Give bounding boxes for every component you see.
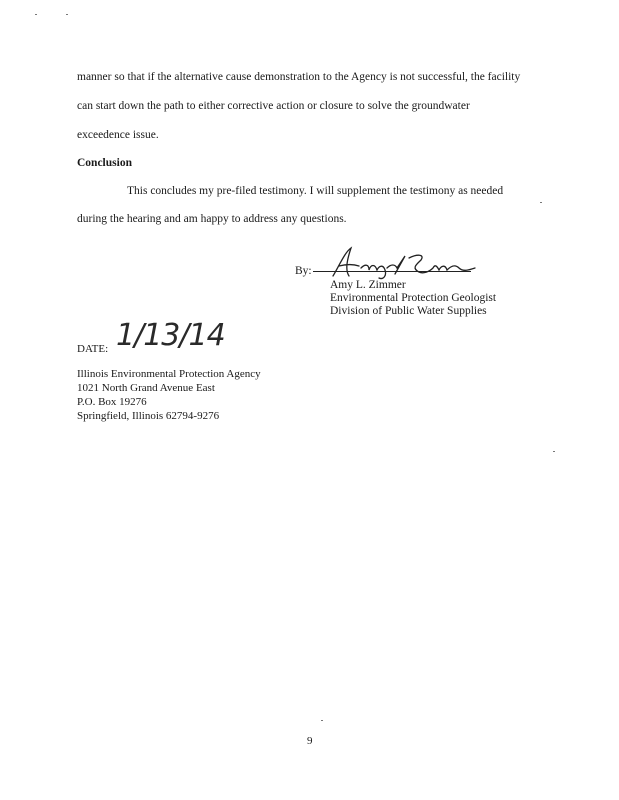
address-line-1: Illinois Environmental Protection Agency: [77, 368, 261, 380]
signer-name: Amy L. Zimmer: [330, 279, 406, 291]
scan-speck: [321, 720, 323, 721]
handwritten-signature: [325, 242, 480, 282]
conclusion-line-1: This concludes my pre-filed testimony. I will supplement the testimony as needed: [127, 185, 504, 197]
conclusion-heading: Conclusion: [77, 157, 132, 169]
body-line-1: manner so that if the alternative cause demonstration to the Agency is not successful, the facility: [77, 71, 521, 83]
body-line-2: can start down the path to either corrective action or closure to solve the groundwater: [77, 100, 470, 112]
scan-speck: [540, 202, 542, 203]
address-line-4: Springfield, Illinois 62794-9276: [77, 410, 220, 422]
address-line-2: 1021 North Grand Avenue East: [77, 382, 215, 394]
page-number: 9: [307, 735, 313, 747]
body-line-3: exceedence issue.: [77, 129, 159, 141]
signer-title: Environmental Protection Geologist: [330, 292, 497, 304]
address-line-3: P.O. Box 19276: [77, 396, 147, 408]
scan-speck: [66, 14, 68, 15]
date-label: DATE:: [77, 343, 109, 355]
conclusion-line-2: during the hearing and am happy to address any questions.: [77, 213, 347, 225]
scan-speck: [35, 14, 37, 15]
signer-division: Division of Public Water Supplies: [330, 305, 487, 317]
signature-by-label: By:: [295, 265, 312, 277]
scan-speck: [553, 451, 555, 452]
handwritten-date: 1/13/14: [116, 318, 225, 353]
